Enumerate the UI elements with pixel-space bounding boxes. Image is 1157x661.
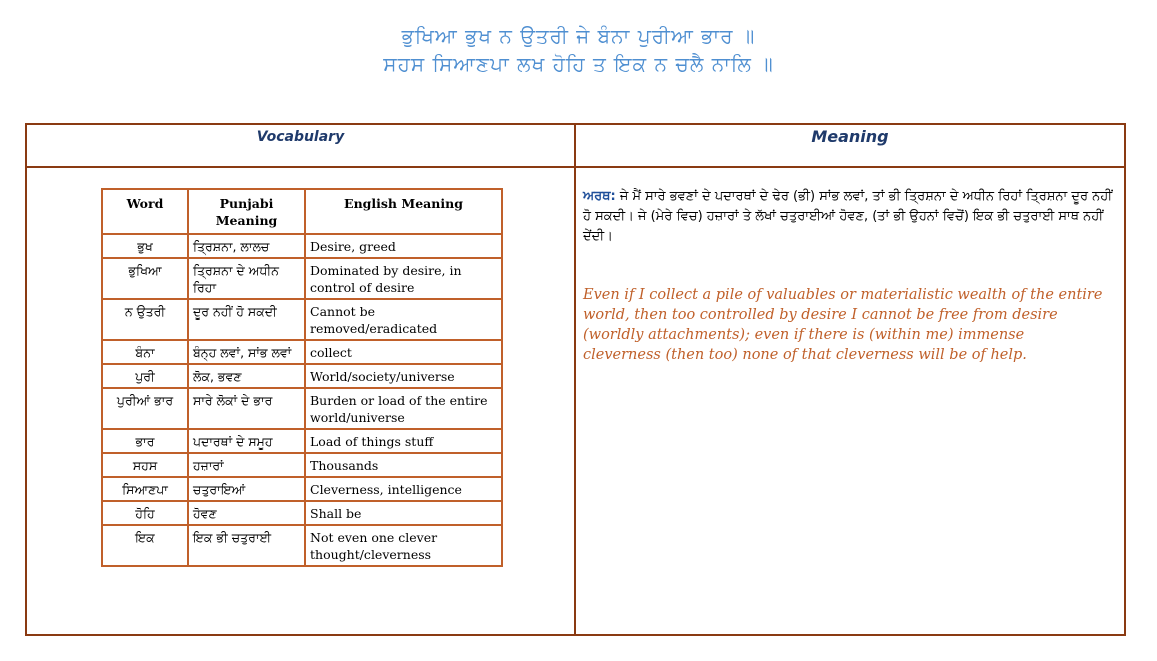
- word-cell: ਇਕ: [102, 525, 188, 566]
- english-cell: Thousands: [305, 453, 502, 477]
- word-cell: ਪੁਰੀ: [102, 364, 188, 388]
- word-cell: ਭੁਖ: [102, 234, 188, 258]
- word-cell: ਸਹਸ: [102, 453, 188, 477]
- column-header-english: English Meaning: [305, 189, 502, 234]
- english-cell: Desire, greed: [305, 234, 502, 258]
- table-row: [102, 258, 502, 299]
- header-divider: [25, 166, 1126, 168]
- word-cell: ਪੁਰੀਆਂ ਭਾਰ: [102, 388, 188, 429]
- table-row: [102, 525, 502, 566]
- punjabi-cell: ਇਕ ਭੀ ਚਤੁਰਾਈ: [188, 525, 305, 566]
- word-cell: ਭਾਰ: [102, 429, 188, 453]
- verse-line-2: ਸਹਸ ਸਿਆਣਪਾ ਲਖ ਹੋਹਿ ਤ ਇਕ ਨ ਚਲੈ ਨਾਲਿ ॥: [383, 52, 774, 76]
- table-row: [102, 340, 502, 364]
- vocabulary-table: [101, 188, 503, 567]
- table-row: [102, 234, 502, 258]
- english-cell: collect: [305, 340, 502, 364]
- english-cell: Not even one clever thought/cleverness: [305, 525, 502, 566]
- table-row: [102, 501, 502, 525]
- table-row: [102, 388, 502, 429]
- english-cell: Cannot be removed/eradicated: [305, 299, 502, 340]
- punjabi-cell: ਦੂਰ ਨਹੀਂ ਹੋ ਸਕਦੀ: [188, 299, 305, 340]
- table-row: [102, 364, 502, 388]
- english-cell: Load of things stuff: [305, 429, 502, 453]
- punjabi-cell: ਸਾਰੇ ਲੋਕਾਂ ਦੇ ਭਾਰ: [188, 388, 305, 429]
- table-row: [102, 429, 502, 453]
- table-row: [102, 453, 502, 477]
- table-row: [102, 299, 502, 340]
- punjabi-cell: ਹਜ਼ਾਰਾਂ: [188, 453, 305, 477]
- column-header-punjabi: Punjabi Meaning: [188, 189, 305, 234]
- english-cell: Dominated by desire, in control of desire: [305, 258, 502, 299]
- english-meaning: Even if I collect a pile of valuables or materialistic wealth of the entire world, then too controlled by desire I cannot be free from desire (worldly attachments); even if there is (within me) immense cleverness (then too) none of that cleverness will be of help.: [583, 287, 1103, 363]
- vocabulary-header: Vocabulary: [256, 129, 345, 145]
- verse-line-1: ਭੁਖਿਆ ਭੁਖ ਨ ਉਤਰੀ ਜੇ ਬੰਨਾ ਪੁਰੀਆ ਭਾਰ ॥: [401, 24, 756, 48]
- arth-text: ਜੇ ਮੈਂ ਸਾਰੇ ਭਵਣਾਂ ਦੇ ਪਦਾਰਥਾਂ ਦੇ ਢੇਰ (ਭੀ) ਸਾਂਭ ਲਵਾਂ, ਤਾਂ ਭੀ ਤ੍ਰਿਸ਼ਨਾ ਦੇ ਅਧੀਨ ਰਿਹਾਂ ਤ੍ਰਿਸ਼ਨਾ ਦੂਰ ਨਹੀਂ ਹੋ ਸਕਦੀ। ਜੇ (ਮੇਰੇ ਵਿਚ) ਹਜ਼ਾਰਾਂ ਤੇ ਲੱਖਾਂ ਚਤੁਰਾਈਆਂ ਹੋਵਣ, (ਤਾਂ ਭੀ ਉਹਨਾਂ ਵਿਚੋਂ) ਇਕ ਭੀ ਚਤੁਰਾਈ ਸਾਥ ਨਹੀਂ ਦੇਂਦੀ।: [583, 189, 1113, 244]
- word-cell: ਨ ਉਤਰੀ: [102, 299, 188, 340]
- punjabi-cell: ਬੰਨ੍ਹ ਲਵਾਂ, ਸਾਂਭ ਲਵਾਂ: [188, 340, 305, 364]
- punjabi-cell: ਤ੍ਰਿਸ਼ਨਾ ਦੇ ਅਧੀਨ ਰਿਹਾ: [188, 258, 305, 299]
- arth-label: ਅਰਥ:: [583, 189, 616, 204]
- meaning-header: Meaning: [811, 127, 889, 146]
- punjabi-meaning: [583, 187, 1113, 247]
- punjabi-cell: ਹੋਵਣ: [188, 501, 305, 525]
- vocabulary-table-header-row: [102, 189, 502, 234]
- column-divider: [574, 123, 576, 636]
- punjabi-cell: ਪਦਾਰਥਾਂ ਦੇ ਸਮੂਹ: [188, 429, 305, 453]
- word-cell: ਬੰਨਾ: [102, 340, 188, 364]
- punjabi-cell: ਚਤੁਰਾਇਆਂ: [188, 477, 305, 501]
- table-row: [102, 477, 502, 501]
- english-cell: World/society/universe: [305, 364, 502, 388]
- column-header-word: Word: [102, 189, 188, 234]
- punjabi-cell: ਲੋਕ, ਭਵਣ: [188, 364, 305, 388]
- word-cell: ਸਿਆਣਪਾ: [102, 477, 188, 501]
- word-cell: ਹੋਹਿ: [102, 501, 188, 525]
- english-cell: Cleverness, intelligence: [305, 477, 502, 501]
- english-cell: Shall be: [305, 501, 502, 525]
- punjabi-cell: ਤ੍ਰਿਸ਼ਨਾ, ਲਾਲਚ: [188, 234, 305, 258]
- english-cell: Burden or load of the entire world/universe: [305, 388, 502, 429]
- word-cell: ਭੁਖਿਆ: [102, 258, 188, 299]
